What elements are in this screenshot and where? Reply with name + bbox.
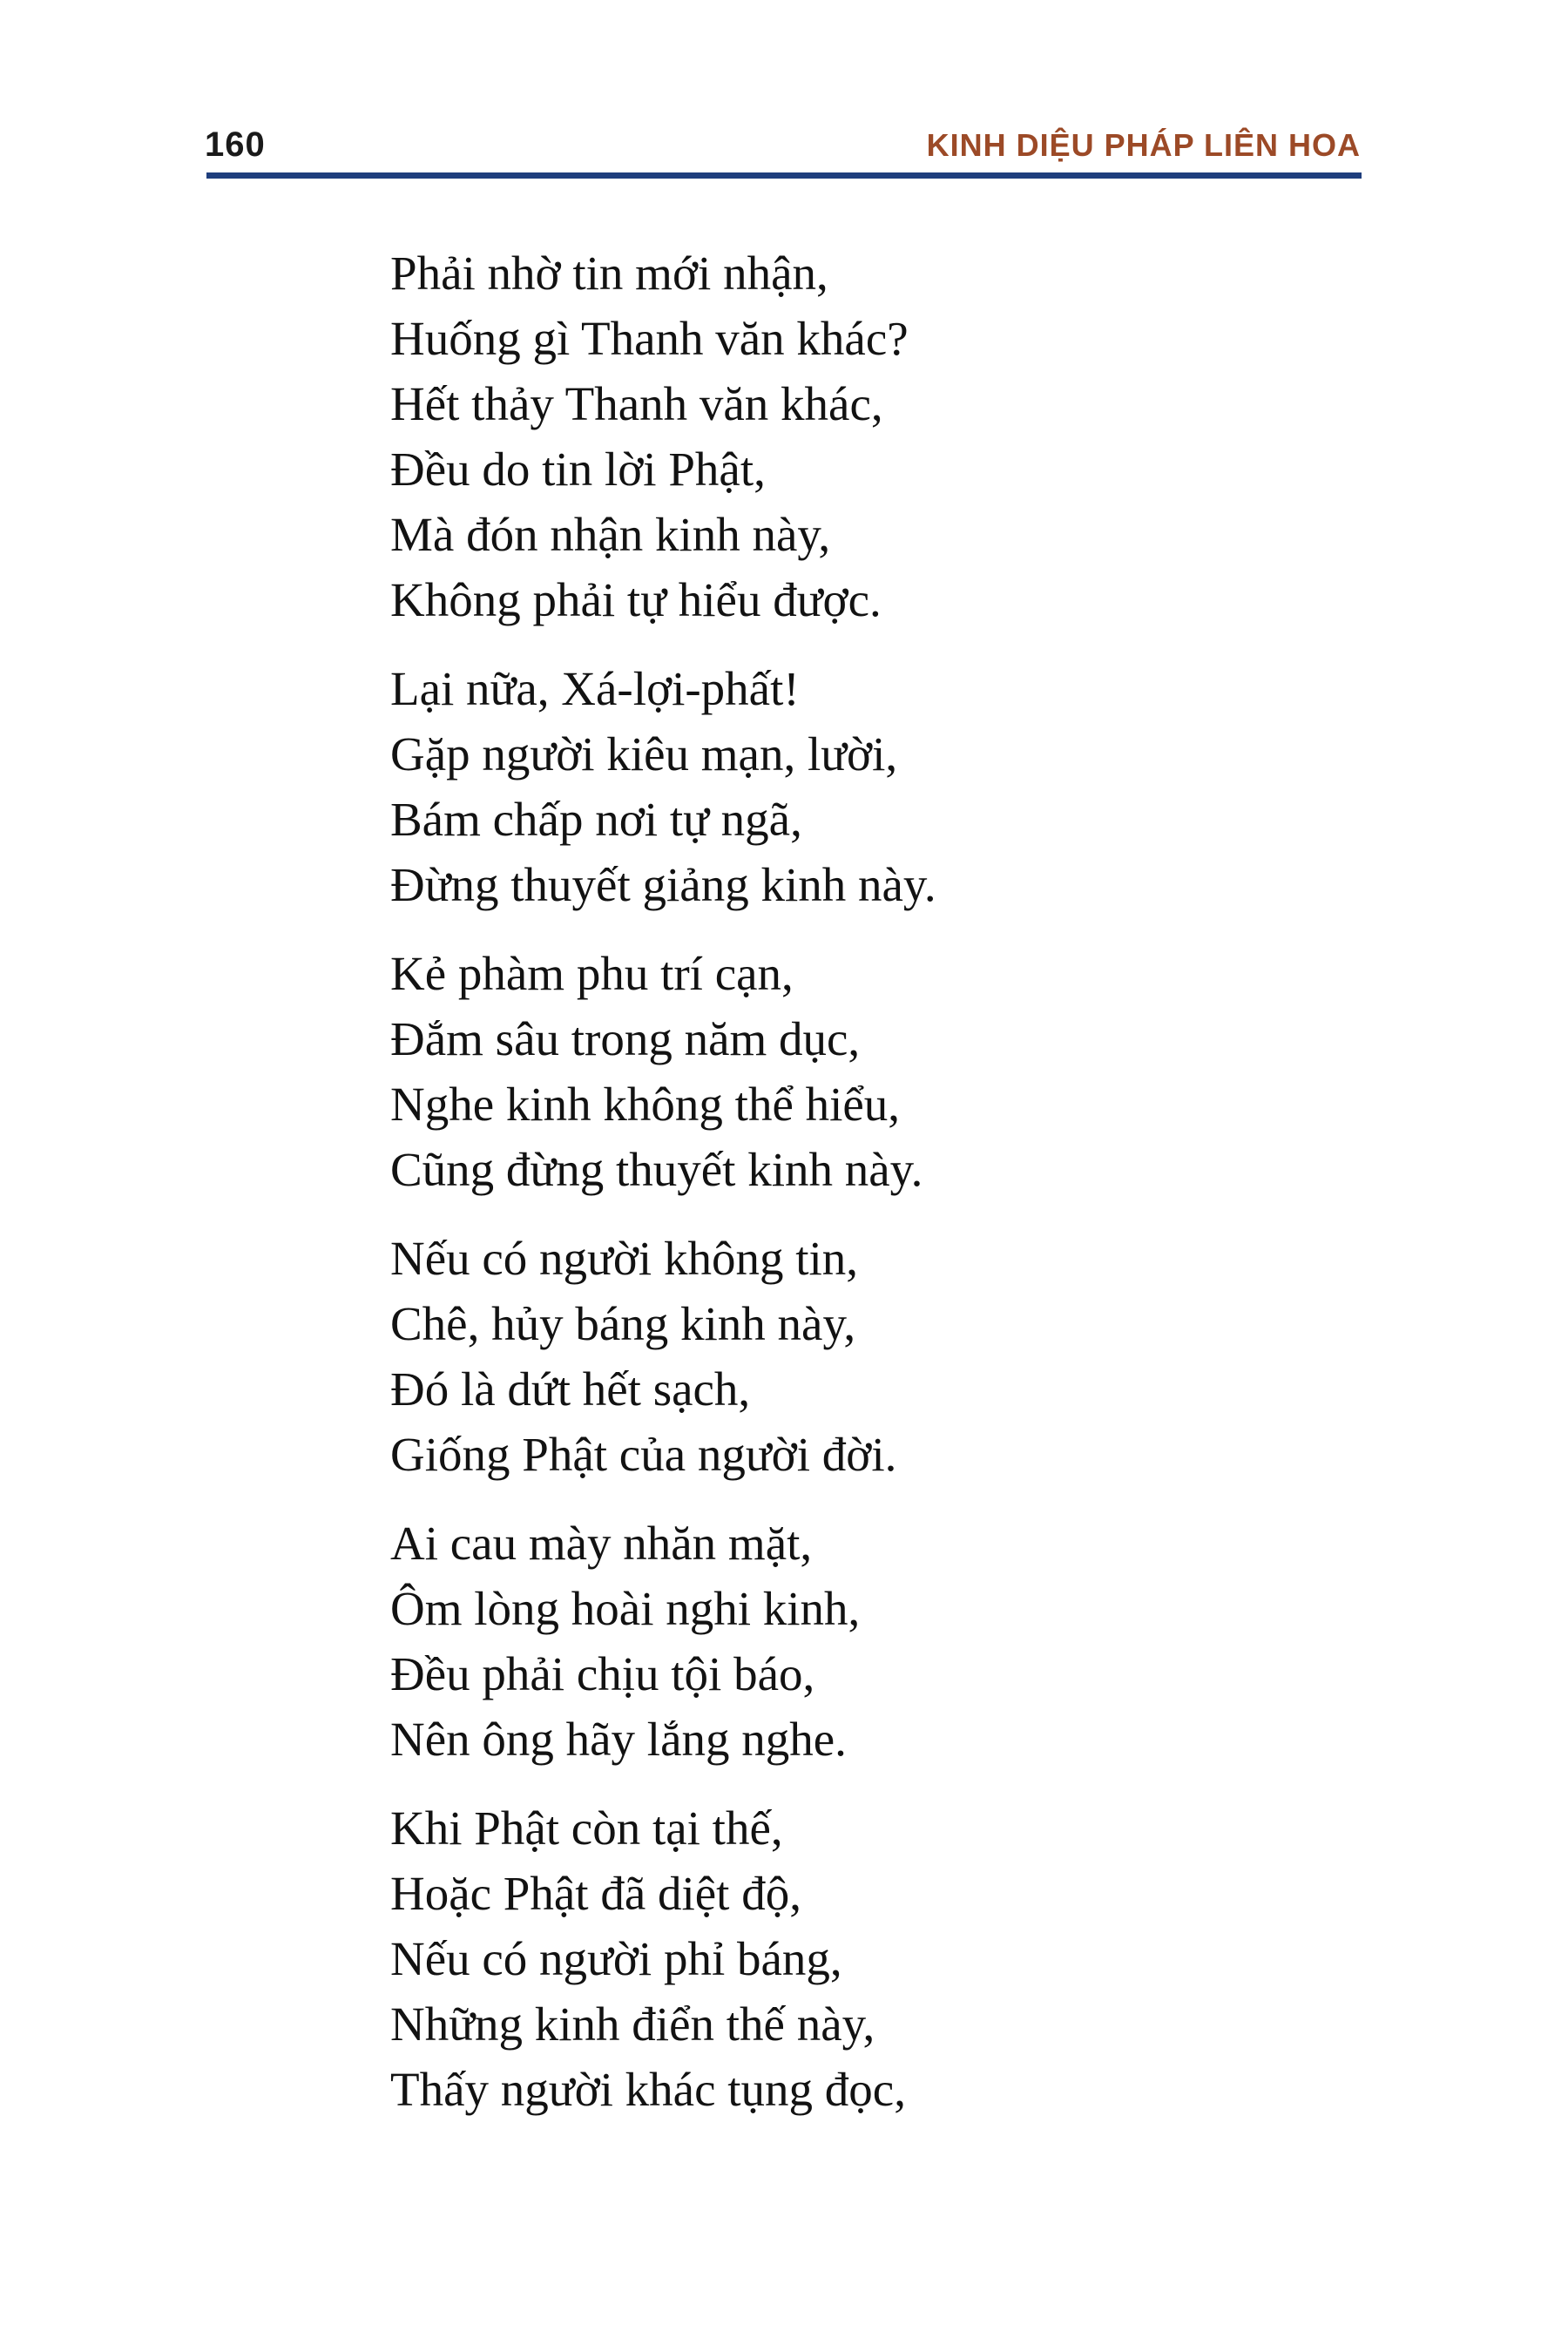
verse-line: Nếu có người phỉ báng,	[390, 1932, 842, 1985]
stanza-1	[390, 240, 1392, 632]
verse-line: Nên ông hãy lắng nghe.	[390, 1713, 847, 1766]
verse-line: Đó là dứt hết sạch,	[390, 1362, 751, 1416]
verse-line: Hết thảy Thanh văn khác,	[390, 377, 883, 430]
verse-line: Kẻ phàm phu trí cạn,	[390, 947, 794, 1000]
stanza-4	[390, 1226, 1392, 1487]
verse-line: Hoặc Phật đã diệt độ,	[390, 1867, 801, 1920]
verse-line: Khi Phật còn tại thế,	[390, 1801, 783, 1855]
verse-body	[390, 240, 1392, 2146]
verse-line: Thấy người khác tụng đọc,	[390, 2063, 906, 2116]
stanza-5	[390, 1511, 1392, 1772]
header-rule	[206, 172, 1362, 179]
verse-line: Không phải tự hiểu được.	[390, 573, 882, 626]
verse-line: Cũng đừng thuyết kinh này.	[390, 1143, 923, 1196]
verse-line: Đều do tin lời Phật,	[390, 443, 766, 496]
verse-line: Chê, hủy báng kinh này,	[390, 1297, 856, 1350]
verse-line: Ôm lòng hoài nghi kinh,	[390, 1582, 861, 1635]
verse-line: Phải nhờ tin mới nhận,	[390, 247, 828, 300]
verse-line: Đắm sâu trong năm dục,	[390, 1012, 861, 1065]
verse-line: Ai cau mày nhăn mặt,	[390, 1517, 813, 1570]
stanza-2	[390, 656, 1392, 917]
verse-line: Giống Phật của người đời.	[390, 1428, 897, 1481]
verse-line: Bám chấp nơi tự ngã,	[390, 793, 802, 846]
stanza-6	[390, 1795, 1392, 2122]
verse-line: Nghe kinh không thể hiểu,	[390, 1078, 901, 1131]
verse-line: Huống gì Thanh văn khác?	[390, 312, 909, 365]
running-title: KINH DIỆU PHÁP LIÊN HOA	[926, 127, 1361, 163]
verse-line: Những kinh điển thế này,	[390, 1997, 875, 2051]
verse-line: Gặp người kiêu mạn, lười,	[390, 727, 898, 781]
verse-line: Đừng thuyết giảng kinh này.	[390, 858, 936, 911]
page-number: 160	[205, 125, 266, 164]
verse-line: Mà đón nhận kinh này,	[390, 508, 831, 561]
verse-line: Nếu có người không tin,	[390, 1232, 859, 1285]
verse-line: Đều phải chịu tội báo,	[390, 1647, 815, 1700]
stanza-3	[390, 941, 1392, 1202]
verse-line: Lại nữa, Xá-lợi-phất!	[390, 662, 800, 715]
